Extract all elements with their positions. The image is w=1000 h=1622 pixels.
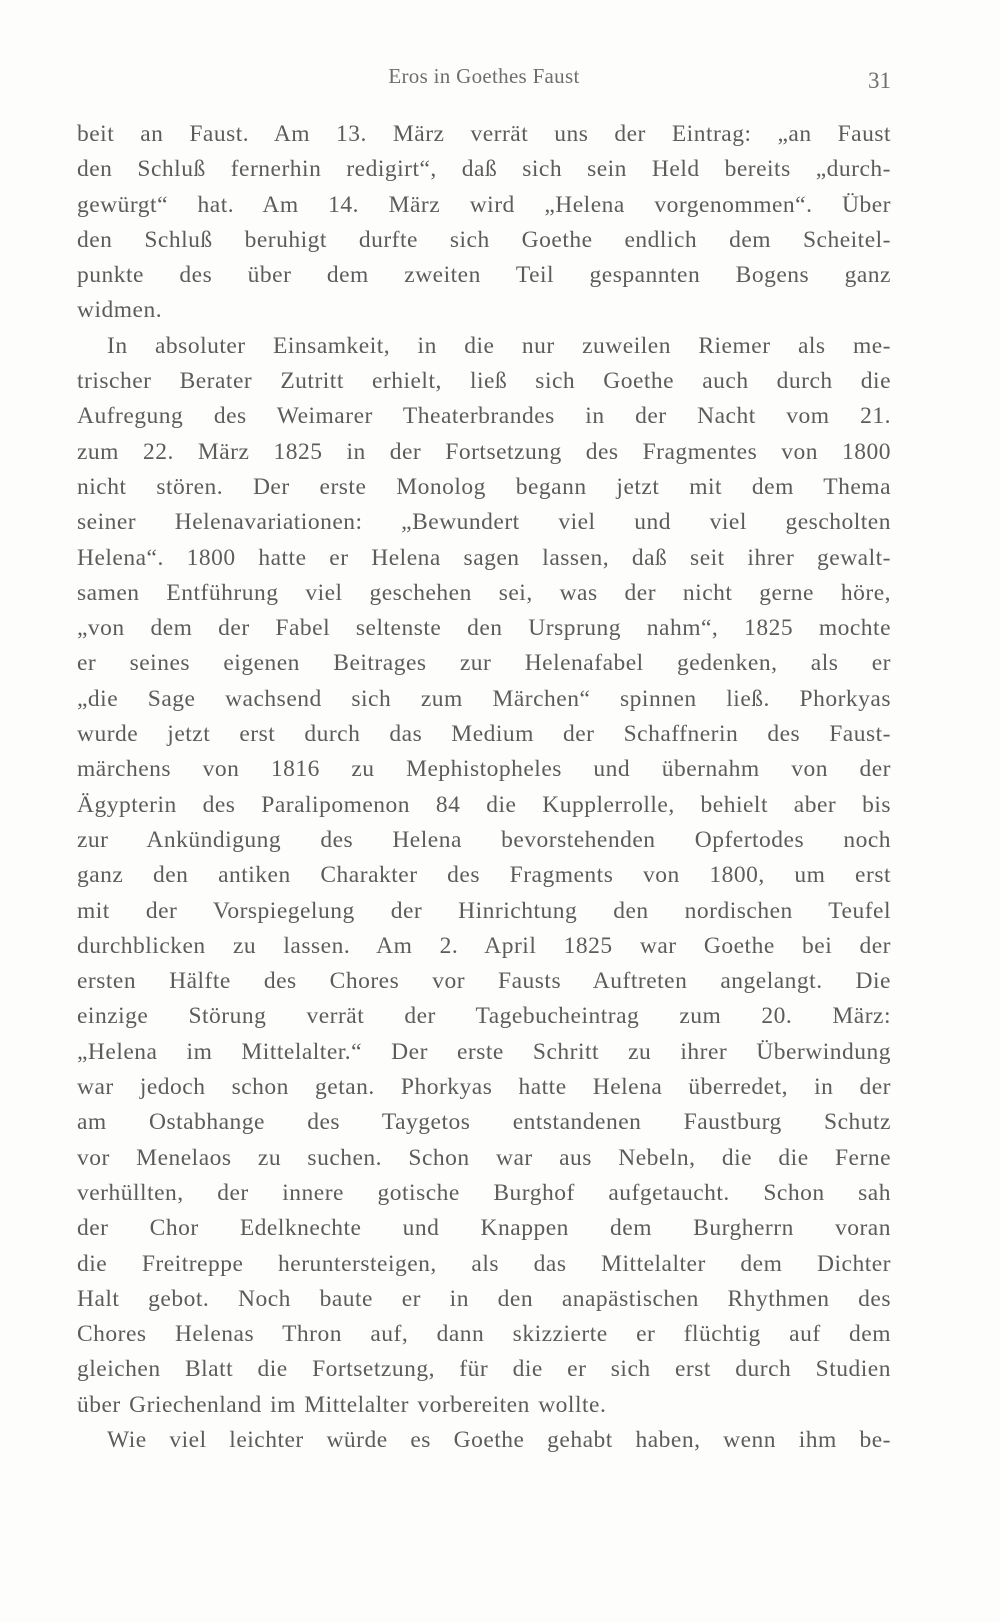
text-line: war jedoch schon getan. Phorkyas hatte Helena überredet, in der (77, 1074, 891, 1101)
text-line: Chores Helenas Thron auf, dann skizzierte er flüchtig auf dem (77, 1321, 891, 1348)
page-number: 31 (868, 68, 891, 93)
text-line: die Freitreppe heruntersteigen, als das Mittelalter dem Dichter (77, 1250, 891, 1277)
paragraph (77, 117, 891, 329)
text-line: punkte des über dem zweiten Teil gespannten Bogens ganz (77, 262, 891, 289)
text-line: durchblicken zu lassen. Am 2. April 1825 war Goethe bei der (77, 932, 891, 959)
text-line: gleichen Blatt die Fortsetzung, für die er sich erst durch Studien (77, 1356, 891, 1383)
text-line: märchens von 1816 zu Mephistopheles und übernahm von der (77, 756, 891, 783)
text-line: ganz den antiken Charakter des Fragments von 1800, um erst (77, 862, 891, 889)
text-line: Helena“. 1800 hatte er Helena sagen lassen, daß seit ihrer gewalt- (77, 544, 891, 571)
text-line: Aufregung des Weimarer Theaterbrandes in der Nacht vom 21. (77, 403, 891, 430)
text-line: vor Menelaos zu suchen. Schon war aus Nebeln, die die Ferne (77, 1144, 891, 1171)
text-line: ersten Hälfte des Chores vor Fausts Auftreten angelangt. Die (77, 968, 891, 995)
text-line: In absoluter Einsamkeit, in die nur zuweilen Riemer als me- (107, 332, 891, 359)
text-line: widmen. (77, 297, 163, 324)
text-line: „die Sage wachsend sich zum Märchen“ spinnen ließ. Phorkyas (77, 685, 891, 712)
text-line: zur Ankündigung des Helena bevorstehenden Opfertodes noch (77, 826, 891, 853)
text-line: wurde jetzt erst durch das Medium der Schaffnerin des Faust- (77, 721, 891, 748)
text-line: er seines eigenen Beitrages zur Helenafabel gedenken, als er (77, 650, 891, 677)
text-line: verhüllten, der innere gotische Burghof aufgetaucht. Schon sah (77, 1179, 891, 1206)
text-line: über Griechenland im Mittelalter vorbereiten wollte. (77, 1391, 607, 1418)
body-text (77, 117, 891, 1458)
page-header (77, 64, 891, 104)
text-line: samen Entführung viel geschehen sei, was der nicht gerne höre, (77, 579, 891, 606)
text-line: Ägypterin des Paralipomenon 84 die Kupplerrolle, behielt aber bis (77, 791, 891, 818)
text-line: nicht stören. Der erste Monolog begann jetzt mit dem Thema (77, 473, 891, 500)
text-line: einzige Störung verrät der Tagebucheintrag zum 20. März: (77, 1003, 891, 1030)
text-line: der Chor Edelknechte und Knappen dem Burgherrn voran (77, 1215, 891, 1242)
text-line: gewürgt“ hat. Am 14. März wird „Helena vorgenommen“. Über (77, 191, 891, 218)
text-line: den Schluß beruhigt durfte sich Goethe endlich dem Scheitel- (77, 226, 891, 253)
paragraph (77, 1423, 891, 1458)
text-line: Wie viel leichter würde es Goethe gehabt haben, wenn ihm be- (107, 1426, 891, 1453)
text-line: trischer Berater Zutritt erhielt, ließ sich Goethe auch durch die (77, 368, 891, 395)
text-line: „von dem der Fabel seltenste den Ursprung nahm“, 1825 mochte (77, 615, 891, 642)
text-line: mit der Vorspiegelung der Hinrichtung den nordischen Teufel (77, 897, 891, 924)
text-line: zum 22. März 1825 in der Fortsetzung des Fragmentes von 1800 (77, 438, 891, 465)
text-line: Halt gebot. Noch baute er in den anapästischen Rhythmen des (77, 1285, 891, 1312)
text-line: „Helena im Mittelalter.“ Der erste Schritt zu ihrer Überwindung (77, 1038, 891, 1065)
text-line: den Schluß fernerhin redigirt“, daß sich sein Held bereits „durch- (77, 156, 891, 183)
paragraph (77, 329, 891, 1423)
running-title: Eros in Goethes Faust (388, 64, 580, 88)
text-line: seiner Helenavariationen: „Bewundert viel und viel gescholten (77, 509, 891, 536)
text-line: am Ostabhange des Taygetos entstandenen Faustburg Schutz (77, 1109, 891, 1136)
text-line: beit an Faust. Am 13. März verrät uns der Eintrag: „an Faust (77, 121, 891, 147)
